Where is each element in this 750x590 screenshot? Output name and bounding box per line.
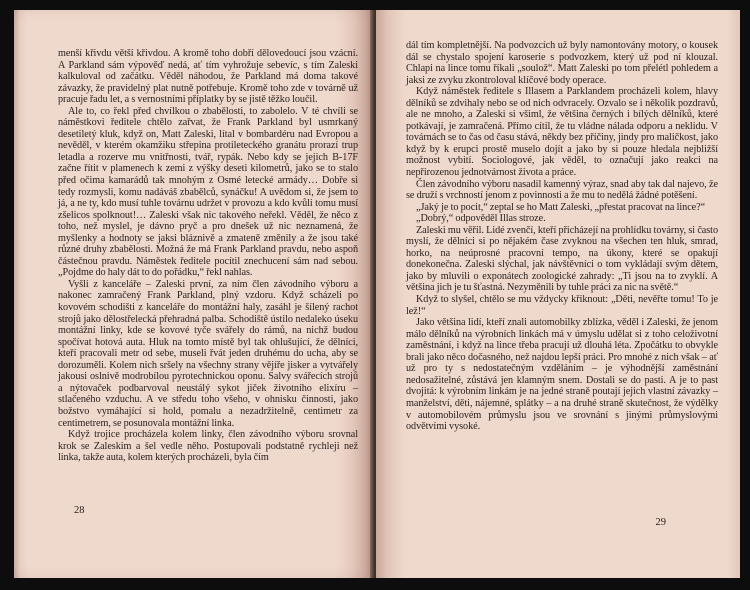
- paragraph: menší křivdu větší křivdou. A kromě toho dobří dělovedoucí jsou vzácní. A Parkland sám výpověď nedá, ať tím vyhrožuje sebevíc, s tím Zaleski kalkuloval od začátku. Věděl náhodou, že Parkland má doma takové závazky, že pravidelný plat nutně potřebuje. Kromě toho zde v továrně už pracuje řadu let, a s vernostními příplatky by se jistě těžko loučil.: [58, 48, 358, 106]
- paragraph: Ale to, co řekl před chvílkou o zbabělosti, to zabolelo. V té chvíli se náměstkovi ředitele chtělo zařvat, že Frank Parkland byl usmrkaný desetiletý kluk, když on, Matt Zaleski, lítal v bombardéru nad Evropou a nevěděl, v kterém okamžiku střepina protileteckého granátu prorazí trup letadla a rozerve mu vnitřnosti, tvář, rypák. Nebo kdy se jejich B-17F začne řítit v plamenech k zemi z výšky deseti kilometrů, jako se to stalo před očima kamarádů tak mnohým z Osmé letecké armády… Dobře si tedy rozmysli, komu nadáváš zbabělců, synáčku! A uvědom si, že jsem to já, a ne ty, kdo musí tuhle továrnu udržet v provozu a kdo kvůli tomu musí zšelicos spolknout!… Zaleski však nic takového neřekl. Věděl, že něco z toho, než myslel, je dávno pryč a pro dnešek už nic neznamená, že myšlenky a hodnoty se jaksi bláznivě a zmateně změnily a že jsou také různé druhy zbabělosti. Možná že má Frank Parkland pravdu, nebo aspoň částečnou pravdu. Náměstek ředitele pocítil znechucení sám nad sebou. „Pojdme do haly dát to do pořádku,“ řekl nahlas.: [58, 105, 358, 279]
- paragraph: Když to slyšel, chtělo se mu vždycky křiknout: „Děti, nevěřte tomu! To je lež!“: [406, 294, 718, 317]
- left-page: [14, 10, 374, 578]
- paragraph: „Dobrý,“ odpověděl Illas stroze.: [416, 213, 546, 225]
- left-page-text: [58, 48, 358, 464]
- paragraph: Když náměstek ředitele s Illasem a Parklandem procházeli kolem, hlavy dělníků se zdvihaly nebo se od nich odvracely. Ozvalo se i několik pozdravů, ale ne mnoho, a Zaleski si všiml, že většina černých i bílých dělníků, které potkávají, je zamračená. Přímo cítil, že tu vládne nálada odporu a neklidu. V továrnách se to čas od času stává, někdy bez příčiny, jindy pro maličkost, jako když by k erupci prostě muselo dojít a jako by si pouze hledala nejbližší možnost vybití. Sociologové, jak věděl, to označují jako reakci na nepřirozenou jednotvárnost života a práce.: [406, 86, 718, 179]
- paragraph: dál tím kompletnější. Na podvozcích už byly namontovány motory, o kousek dál se chystalo spojení karoserie s podvozkem, který už pod ní klouzal. Chlapi na lince tomu říkali „soulož“. Matt Zaleski po tom přelétl pohledem a jaksi ze zvyku zkontroloval klíčové body operace.: [406, 40, 718, 86]
- paragraph: Člen závodního výboru nasadil kamenný výraz, snad aby tak dal najevo, že se druží s vrchností jenom z povinnosti a že mu to nedělá žádné potěšení.: [406, 178, 718, 202]
- paragraph: „Jaký je to pocit,“ zeptal se ho Matt Zaleski, „přestat pracovat na lince?“: [416, 201, 706, 213]
- page-number: 29: [655, 517, 666, 528]
- paragraph: Zaleski mu věřil. Lidé zvenčí, kteří přicházejí na prohlídku továrny, si často myslí, že dělníci si po nějakém čase zvyknou na všechen ten hluk, smrad, horko, na neúprosné pracovní tempo, na úkony, které se opakují donekonečna. Zaleski slýchal, jak návštěvníci o tom vykládají svým dětem, jako by mluvili o exponátech zoologické zahrady: „Ti jsou na to zvyklí. A většina jich je tu šťastná. Nezyměnili by tuhle práci za nic na světě.“: [406, 224, 718, 294]
- right-page: [376, 10, 740, 578]
- paragraph: Když trojice procházela kolem linky, člen závodního výboru srovnal krok se Zaleskim a šel vedle něho. Postupovali podstatně rychleji než linka, takže auta, kolem kterých procházeli, byla čím: [58, 429, 358, 464]
- paragraph: Vyšli z kanceláře – Zaleski první, za ním člen závodního výboru a nakonec zamračený Frank Parkland, plný vzdoru. Když scházeli po kovovém schodišti z kanceláře do montážní haly, zasáhl je šílený rachot strojů jako dělostřelecká přehradná palba. Schodiště ústilo nedaleko úseku montážní linky, kde se kovové tyče svářely do rámů, na nichž budou spočívat hotová auta. Hluk na tomto místě byl tak ohlušující, že dělníci, kteří pracovali metr od sebe, museli řvát jeden druhému do ucha, aby se dorozuměli. Kolem nich sršely na všechny strany vějíře jisker a vytvářely jakousi oslnivě modrobílou pyrotechnickou oponu. Salvy svářecích strojů a nýtovaček podbarvoval neustálý sykot jiček životního elixíru – stlačeného vzduchu. A ve středu toho všeho, v ohnisku činnosti, jako božstvo vymáhající si hold, pomalu a nezadržitelně, centimetr za centimetrem, se posunovala montážní linka.: [58, 278, 358, 429]
- page-number: 28: [74, 505, 85, 516]
- right-page-text: [406, 40, 718, 433]
- paragraph: Jako většina lidí, kteří znali automobilky zblízka, věděl i Zaleski, že jenom málo dělníků na výrobních linkách má v úmyslu udělat si z toho celoživotní zaměstnání, i když na lince třeba pracují už dlouhá léta. Zpočátku to obvykle brali jako něco dočasného, než najdou lepší práci. Pro mnohé z nich však – ať už pro ty s nedostatečným vzděláním – je výhodnější zaměstnání nedosažitelné, zůstává jen klamným snem. Dostali se do pasti. A je to past dvojitá: k výrobním linkám je na jedné straně poutají jejich vlastní závazky – manželství, děti, nájemné, splátky – a na druhé straně skutečnost, že výdělky v automobilovém průmyslu jsou ve srovnání s jinými průmyslovými odvětvími vysoké.: [406, 317, 718, 433]
